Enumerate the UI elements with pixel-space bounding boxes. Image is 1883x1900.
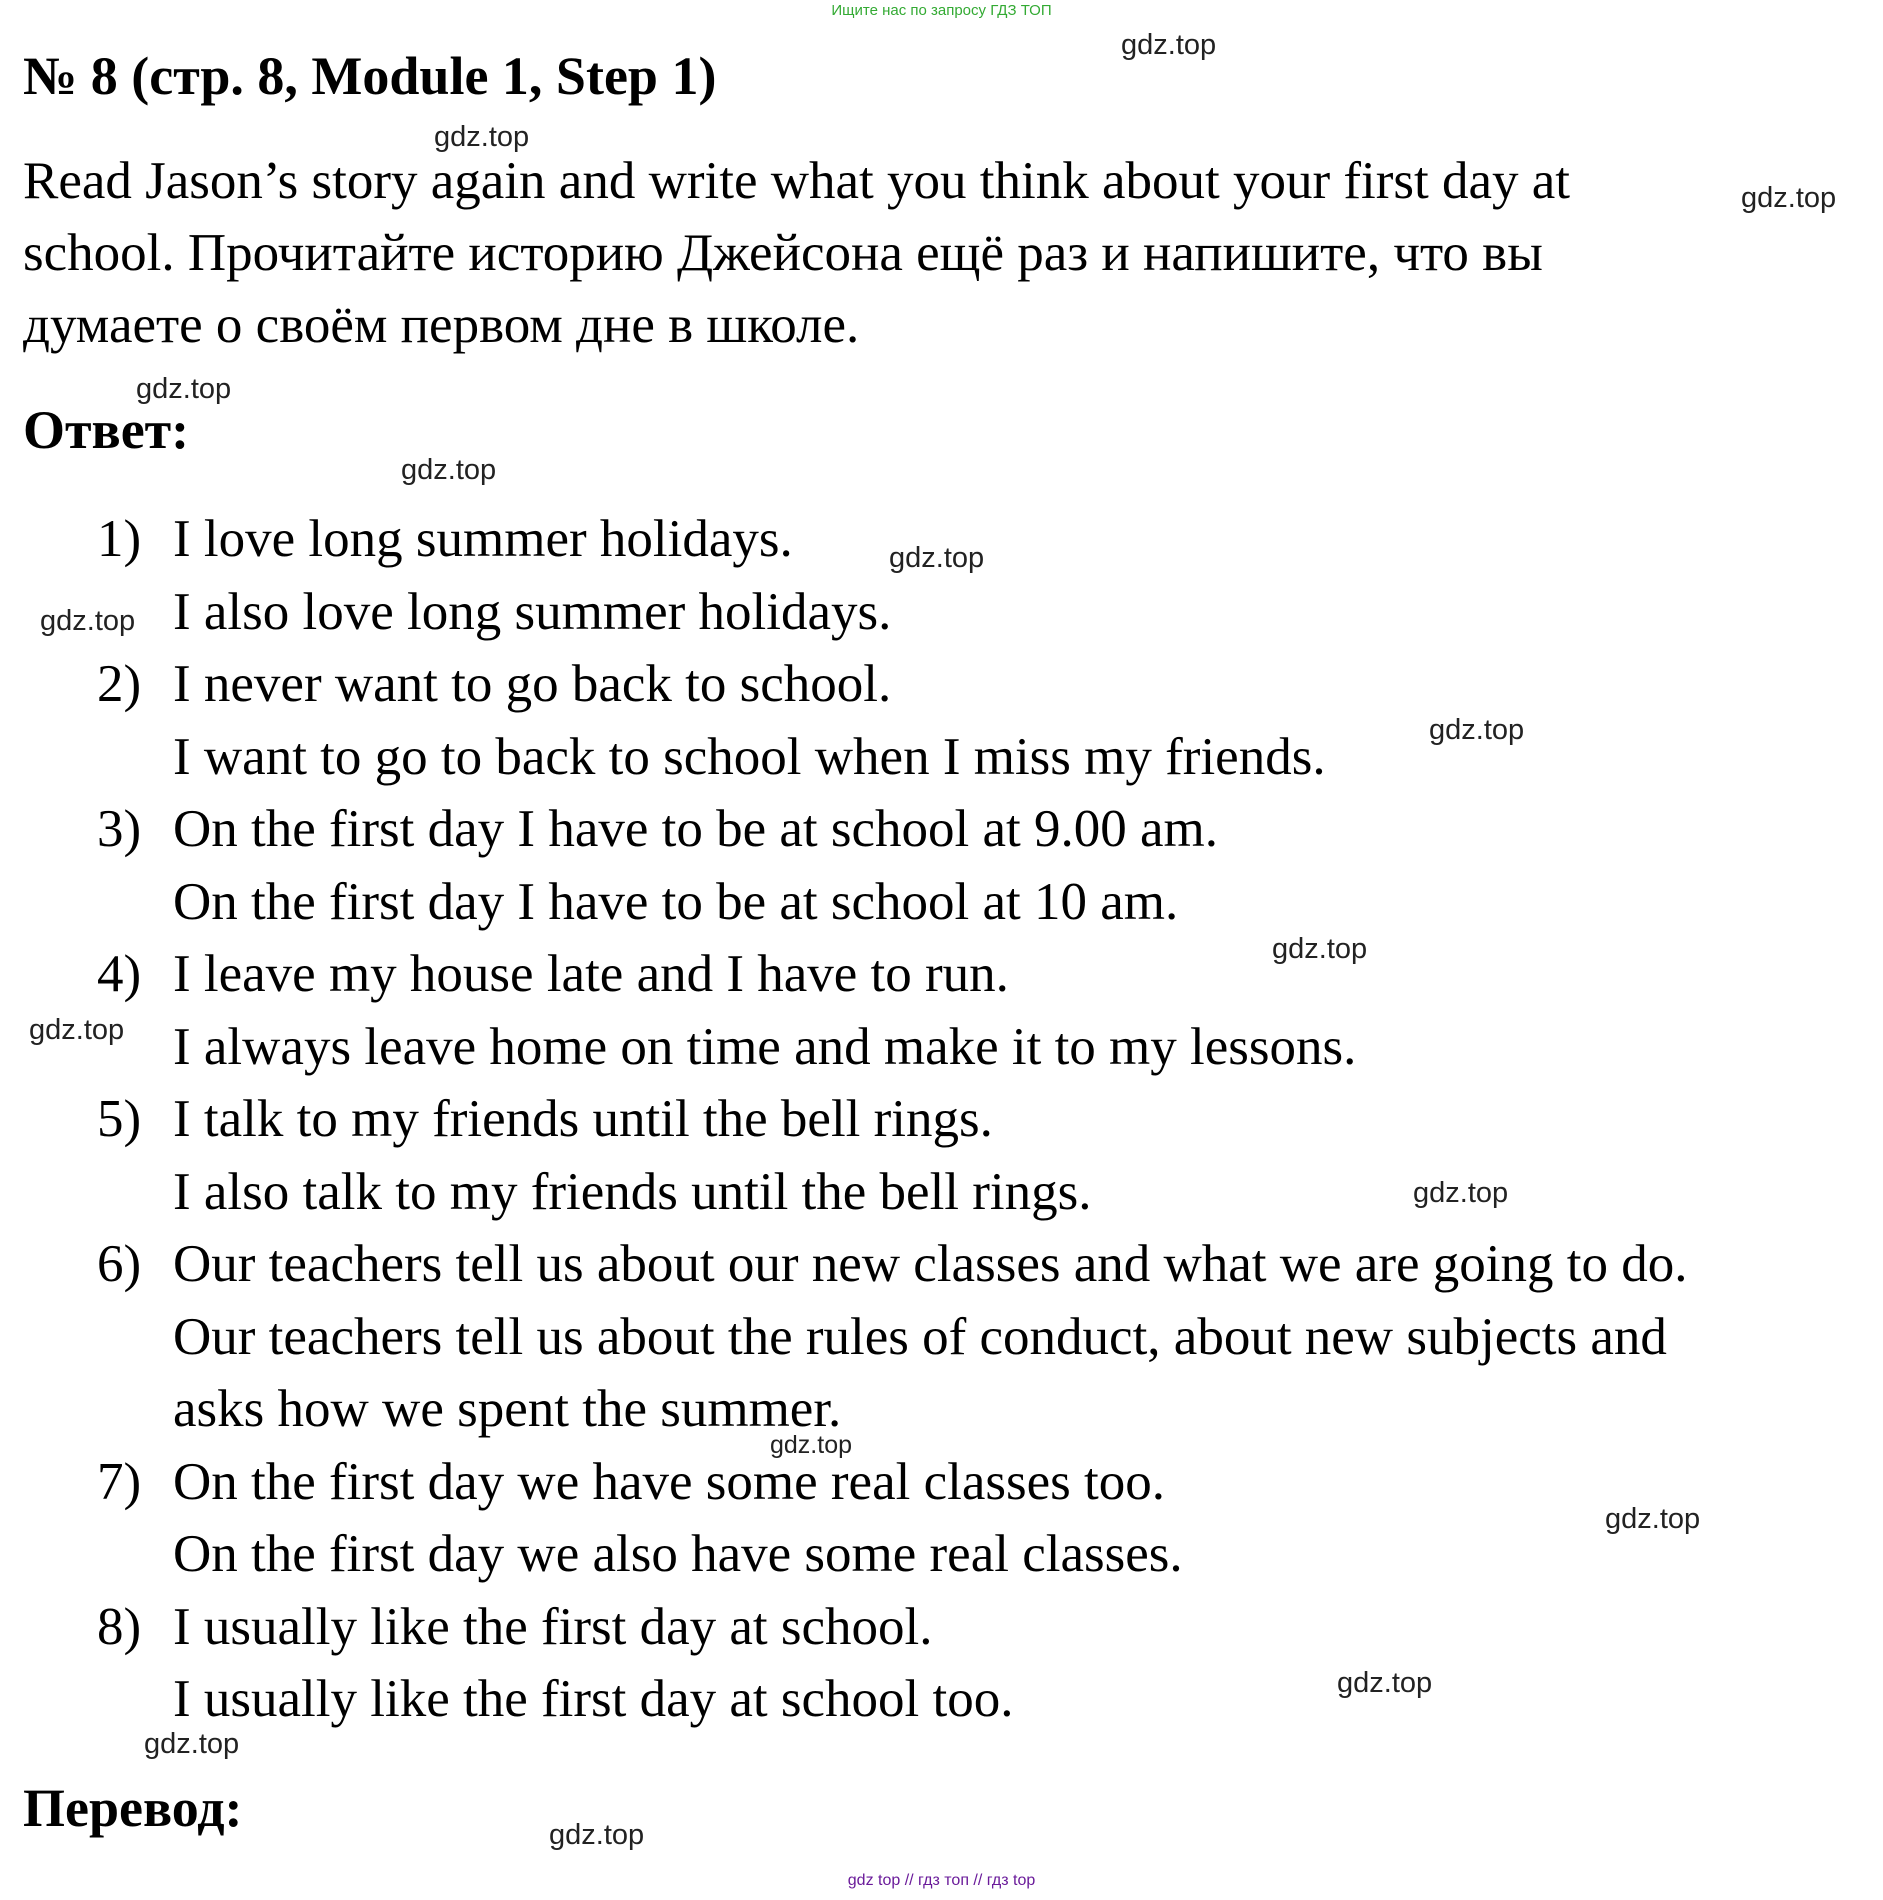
answer-line: I also love long summer holidays. — [173, 582, 892, 641]
task-line: school. Прочитайте историю Джейсона ещё раз и напишите, что вы — [23, 224, 1543, 282]
answer-item-7 — [0, 1446, 1883, 1591]
answer-line: On the first day I have to be at school at 10 am. — [173, 872, 1179, 931]
watermark: gdz.top — [549, 1819, 645, 1851]
watermark: gdz.top — [1121, 29, 1217, 61]
answer-line: I love long summer holidays. — [173, 510, 793, 568]
watermark: gdz.top — [29, 1014, 125, 1046]
answer-line: I usually like the first day at school. — [173, 1597, 933, 1656]
answer-list — [0, 503, 1883, 1736]
answer-item-5 — [0, 1083, 1883, 1228]
watermark: gdz.top — [1605, 1503, 1701, 1535]
answer-line: I leave my house late and I have to run. — [173, 945, 1009, 1003]
answer-item-2 — [0, 648, 1883, 793]
answer-line: I talk to my friends until the bell rings. — [173, 1090, 993, 1148]
answer-line: I also talk to my friends until the bell rings. — [173, 1162, 1092, 1221]
answer-line: On the first day we also have some real classes. — [173, 1525, 1183, 1583]
exercise-title: № 8 (стр. 8, Module 1, Step 1) — [23, 46, 717, 106]
answer-item-3 — [0, 793, 1883, 938]
watermark: gdz.top — [434, 121, 530, 153]
answer-item-1 — [0, 503, 1883, 648]
watermark: gdz.top — [401, 454, 497, 486]
watermark: gdz.top — [770, 1431, 853, 1459]
translation-heading: Перевод: — [23, 1778, 243, 1838]
answer-number: 3) — [97, 800, 142, 858]
footer-note: gdz top // гдз топ // гдз top — [847, 1872, 1036, 1889]
answer-item-4 — [0, 938, 1883, 1083]
watermark: gdz.top — [1272, 933, 1368, 965]
answer-item-6 — [0, 1228, 1883, 1446]
answer-line: Our teachers tell us about the rules of conduct, about new subjects and — [173, 1307, 1667, 1366]
answer-number: 1) — [97, 510, 142, 568]
answer-number: 8) — [97, 1597, 142, 1656]
answer-line: I usually like the first day at school too. — [173, 1670, 1014, 1728]
watermark: gdz.top — [144, 1728, 240, 1760]
answer-heading: Ответ: — [23, 400, 190, 460]
answer-number: 2) — [97, 655, 142, 713]
task-text — [23, 145, 1763, 361]
answer-line: Our teachers tell us about our new classes and what we are going to do. — [173, 1235, 1688, 1293]
task-line: думаете о своём первом дне в школе. — [23, 296, 860, 354]
answer-line: I never want to go back to school. — [173, 655, 892, 713]
answer-line: I want to go to back to school when I miss my friends. — [173, 727, 1326, 786]
watermark: gdz.top — [889, 542, 985, 574]
watermark: gdz.top — [136, 373, 232, 405]
answer-line: I always leave home on time and make it to my lessons. — [173, 1017, 1357, 1076]
watermark: gdz.top — [1429, 714, 1525, 746]
answer-line: On the first day we have some real classes too. — [173, 1452, 1165, 1511]
answer-number: 4) — [97, 945, 142, 1003]
watermark: gdz.top — [1741, 182, 1837, 214]
answer-number: 7) — [97, 1452, 142, 1511]
watermark: gdz.top — [1413, 1177, 1509, 1209]
answer-line: asks how we spent the summer. — [173, 1380, 842, 1438]
watermark: gdz.top — [1337, 1667, 1433, 1699]
answer-item-8 — [0, 1591, 1883, 1736]
watermark: gdz.top — [40, 605, 136, 637]
answer-number: 5) — [97, 1090, 142, 1148]
task-line: Read Jason’s story again and write what you think about your first day at — [23, 152, 1570, 210]
answer-number: 6) — [97, 1235, 142, 1293]
answer-line: On the first day I have to be at school at 9.00 am. — [173, 800, 1218, 858]
header-note: Ищите нас по запросу ГДЗ ТОП — [831, 2, 1052, 19]
